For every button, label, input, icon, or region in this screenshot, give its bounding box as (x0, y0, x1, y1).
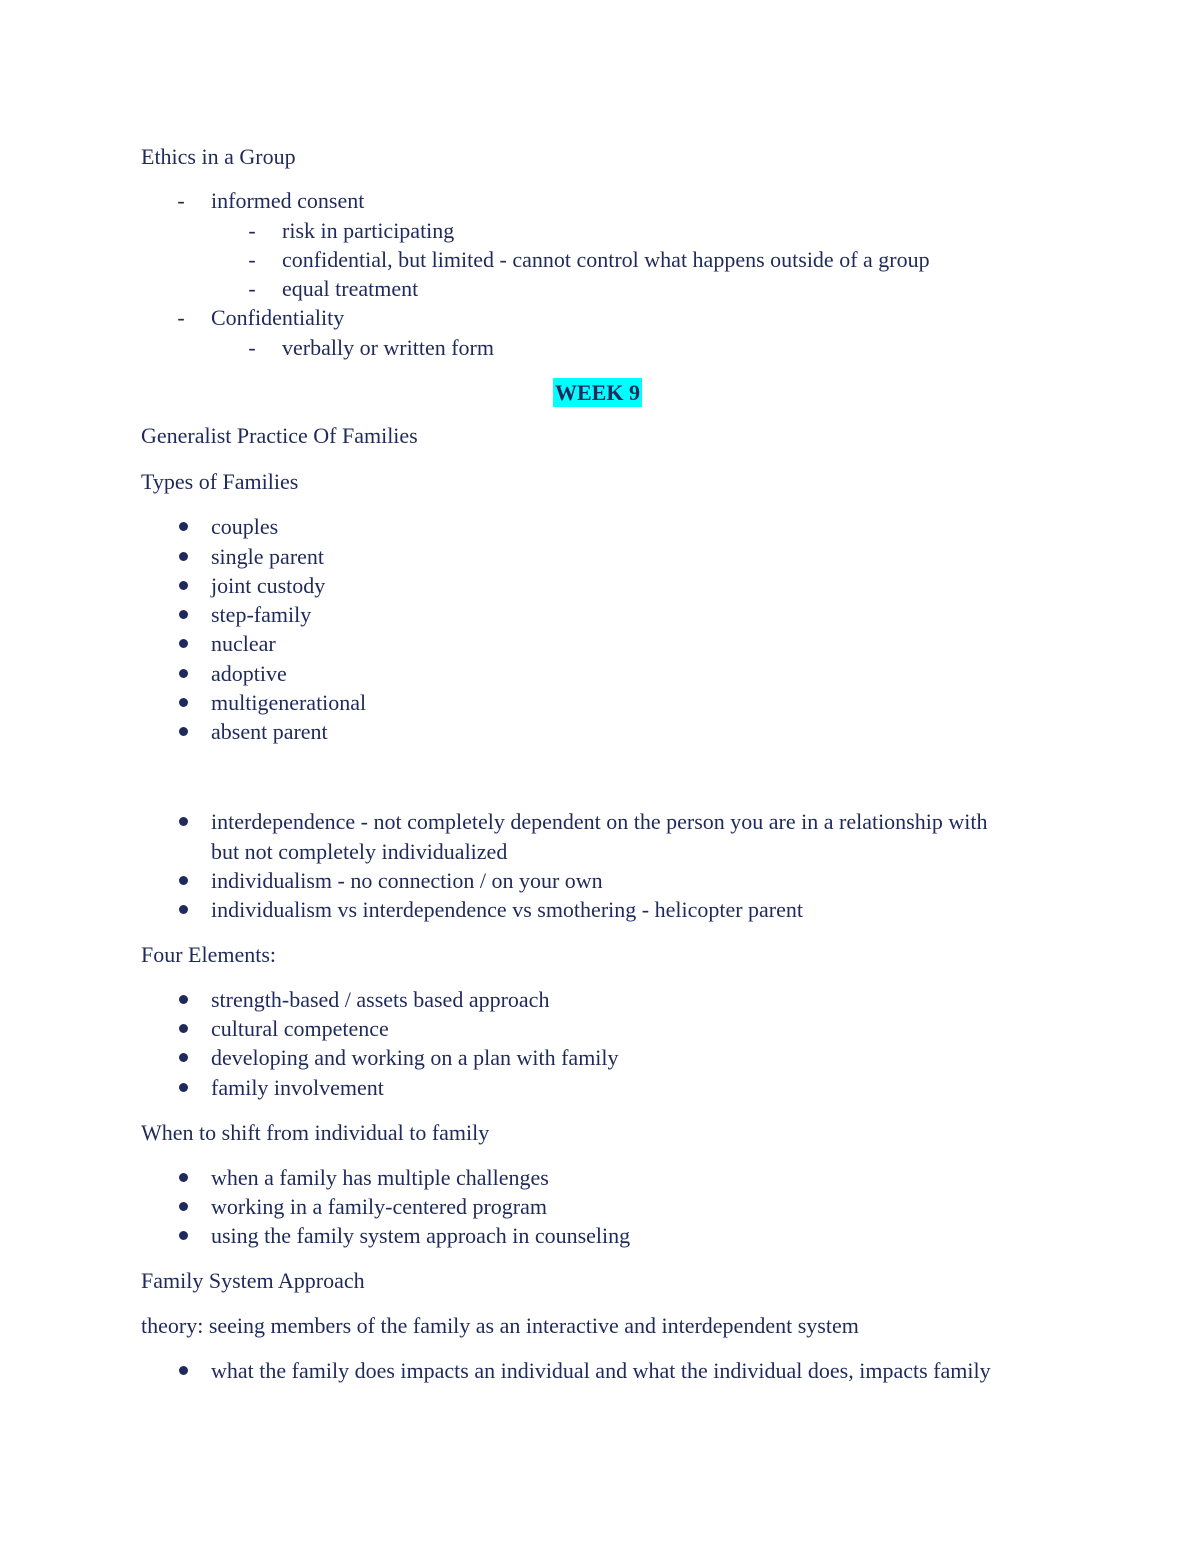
bullet-marker (179, 639, 188, 648)
list-item: adoptive (211, 661, 287, 686)
list-item: absent parent (211, 719, 328, 744)
bullet-marker (179, 1202, 188, 1211)
dash-marker: - (177, 188, 185, 213)
dash-marker: - (248, 247, 256, 272)
list-item: nuclear (211, 631, 276, 656)
list-item-confidentiality: Confidentiality (211, 305, 345, 330)
list-item-verbal: verbally or written form (282, 335, 494, 360)
dash-marker: - (177, 305, 185, 330)
list-item: individualism - no connection / on your own (211, 868, 603, 893)
list-item-continuation: but not completely individualized (211, 839, 508, 864)
list-item: family involvement (211, 1075, 384, 1100)
bullet-marker (179, 1173, 188, 1182)
dash-marker: - (248, 276, 256, 301)
section-heading-types: Types of Families (141, 469, 299, 494)
list-item: individualism vs interdependence vs smothering - helicopter parent (211, 897, 804, 922)
list-item: what the family does impacts an individual and what the individual does, impacts family (211, 1358, 991, 1383)
bullet-marker (179, 995, 188, 1004)
bullet-marker (179, 610, 188, 619)
list-item: using the family system approach in counseling (211, 1223, 631, 1248)
list-item: developing and working on a plan with family (211, 1045, 619, 1070)
list-item: single parent (211, 544, 325, 569)
bullet-marker (179, 905, 188, 914)
section-heading-four-elements: Four Elements: (141, 942, 277, 967)
list-item: multigenerational (211, 690, 367, 715)
list-item: working in a family-centered program (211, 1194, 547, 1219)
bullet-marker (179, 698, 188, 707)
bullet-marker (179, 817, 188, 826)
bullet-marker (179, 1024, 188, 1033)
bullet-marker (179, 876, 188, 885)
bullet-marker (179, 1366, 188, 1375)
dash-marker: - (248, 335, 256, 360)
list-item: strength-based / assets based approach (211, 987, 550, 1012)
bullet-marker (179, 552, 188, 561)
list-item: step-family (211, 602, 312, 627)
list-item: cultural competence (211, 1016, 389, 1041)
bullet-marker (179, 669, 188, 678)
bullet-marker (179, 581, 188, 590)
section-heading-shift: When to shift from individual to family (141, 1120, 490, 1145)
theory-paragraph: theory: seeing members of the family as an interactive and interdependent system (141, 1313, 859, 1338)
bullet-marker (179, 727, 188, 736)
list-item-informed-consent: informed consent (211, 188, 365, 213)
week-highlight: WEEK 9 (555, 380, 640, 405)
dash-marker: - (248, 218, 256, 243)
section-heading-family-system: Family System Approach (141, 1268, 365, 1293)
list-item-confidential: confidential, but limited - cannot control what happens outside of a group (282, 247, 930, 272)
list-item-risk: risk in participating (282, 218, 455, 243)
bullet-marker (179, 1053, 188, 1062)
bullet-marker (179, 522, 188, 531)
section-heading-generalist: Generalist Practice Of Families (141, 423, 418, 448)
list-item: joint custody (211, 573, 326, 598)
bullet-marker (179, 1231, 188, 1240)
list-item: interdependence - not completely dependent on the person you are in a relationship with (211, 809, 988, 834)
list-item-equal-treatment: equal treatment (282, 276, 419, 301)
list-item: couples (211, 514, 279, 539)
bullet-marker (179, 1083, 188, 1092)
list-item: when a family has multiple challenges (211, 1165, 549, 1190)
section-heading-ethics: Ethics in a Group (141, 144, 296, 169)
